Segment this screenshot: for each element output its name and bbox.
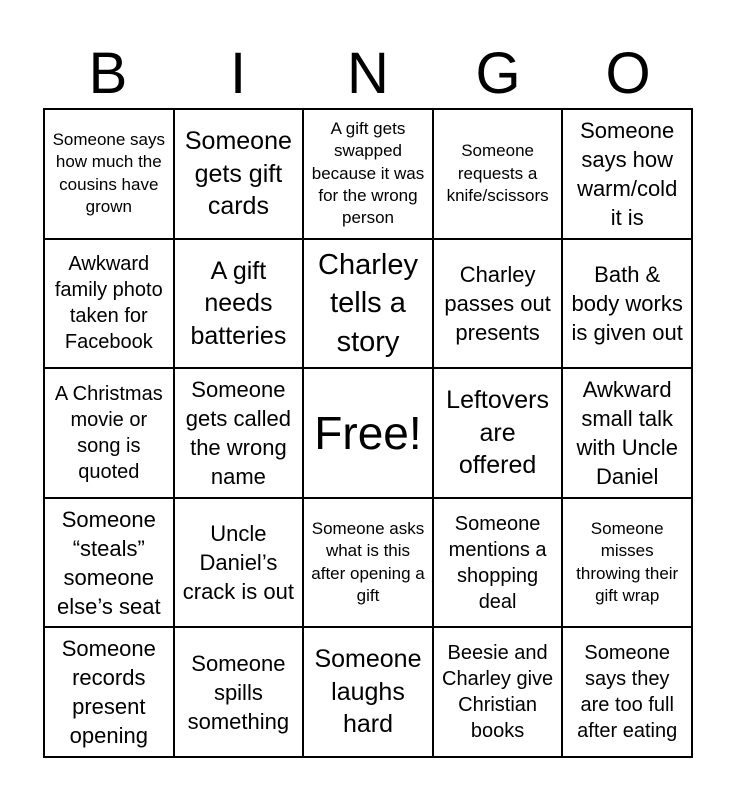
header-letter-b: B <box>88 41 128 106</box>
bingo-cell-text: Awkward small talk with Uncle Daniel <box>576 376 678 490</box>
bingo-cell-text: Uncle Daniel’s crack is out <box>182 521 295 605</box>
header-letter-o: O <box>605 41 651 106</box>
bingo-cell[interactable] <box>174 627 304 757</box>
bingo-cell-text: A gift needs batteries <box>190 256 287 350</box>
bingo-cell-text: Charley tells a story <box>318 248 418 358</box>
bingo-cell[interactable] <box>44 498 174 628</box>
bingo-cell[interactable] <box>433 498 563 628</box>
bingo-cell-text: Bath & body works is given out <box>571 261 683 345</box>
header-letter-n: N <box>347 41 389 106</box>
bingo-cell[interactable] <box>562 368 692 498</box>
bingo-cell-text: Someone asks what is this after opening a gift <box>311 518 425 606</box>
header-letter-g: G <box>475 41 521 106</box>
bingo-cell-text: Someone “steals” someone else’s seat <box>57 506 161 619</box>
bingo-cell[interactable] <box>44 368 174 498</box>
bingo-cell-text: Someone says they are too full after eating <box>577 642 678 743</box>
bingo-cell[interactable] <box>303 239 433 369</box>
bingo-cell[interactable] <box>303 498 433 628</box>
bingo-cell[interactable] <box>44 627 174 757</box>
bingo-cell-text: Someone misses throwing their gift wrap <box>576 518 679 606</box>
free-space-cell[interactable] <box>303 368 433 498</box>
bingo-cell[interactable] <box>44 109 174 239</box>
bingo-cell[interactable] <box>562 498 692 628</box>
bingo-cell-text: Leftovers are offered <box>446 386 550 480</box>
bingo-board <box>43 108 693 758</box>
bingo-cell-text: Beesie and Charley give Christian books <box>442 642 554 743</box>
bingo-cell-text: Someone says how much the cousins have grown <box>52 129 166 217</box>
bingo-cell[interactable] <box>562 627 692 757</box>
bingo-cell-text: A gift gets swapped because it was for the wrong person <box>311 118 425 228</box>
bingo-cell-text: Someone laughs hard <box>314 645 422 739</box>
bingo-cell[interactable] <box>44 239 174 369</box>
bingo-cell[interactable] <box>174 109 304 239</box>
bingo-header <box>43 40 693 108</box>
bingo-cell[interactable] <box>433 239 563 369</box>
bingo-cell-text: Someone spills something <box>187 650 290 734</box>
bingo-cell-text: Someone gets gift cards <box>184 127 292 221</box>
bingo-cell[interactable] <box>433 368 563 498</box>
header-letter-i: I <box>229 41 247 106</box>
bingo-cell[interactable] <box>174 498 304 628</box>
bingo-cell-text: Someone records present opening <box>61 636 156 749</box>
bingo-cell[interactable] <box>562 109 692 239</box>
bingo-cell-text: Awkward family photo taken for Facebook <box>54 253 163 354</box>
bingo-cell[interactable] <box>433 627 563 757</box>
bingo-cell[interactable] <box>433 109 563 239</box>
bingo-cell-text: Someone mentions a shopping deal <box>448 512 547 613</box>
bingo-cell[interactable] <box>174 368 304 498</box>
bingo-cell-text: Charley passes out presents <box>444 261 551 345</box>
bingo-cell[interactable] <box>174 239 304 369</box>
free-space-text: Free! <box>314 406 422 459</box>
bingo-cell-text: A Christmas movie or song is quoted <box>54 382 163 483</box>
bingo-cell[interactable] <box>303 627 433 757</box>
bingo-cell-text: Someone requests a knife/scissors <box>446 141 549 206</box>
bingo-cell[interactable] <box>303 109 433 239</box>
bingo-cell[interactable] <box>562 239 692 369</box>
bingo-cell-text: Someone says how warm/cold it is <box>577 117 678 230</box>
bingo-cell-text: Someone gets called the wrong name <box>185 376 291 490</box>
